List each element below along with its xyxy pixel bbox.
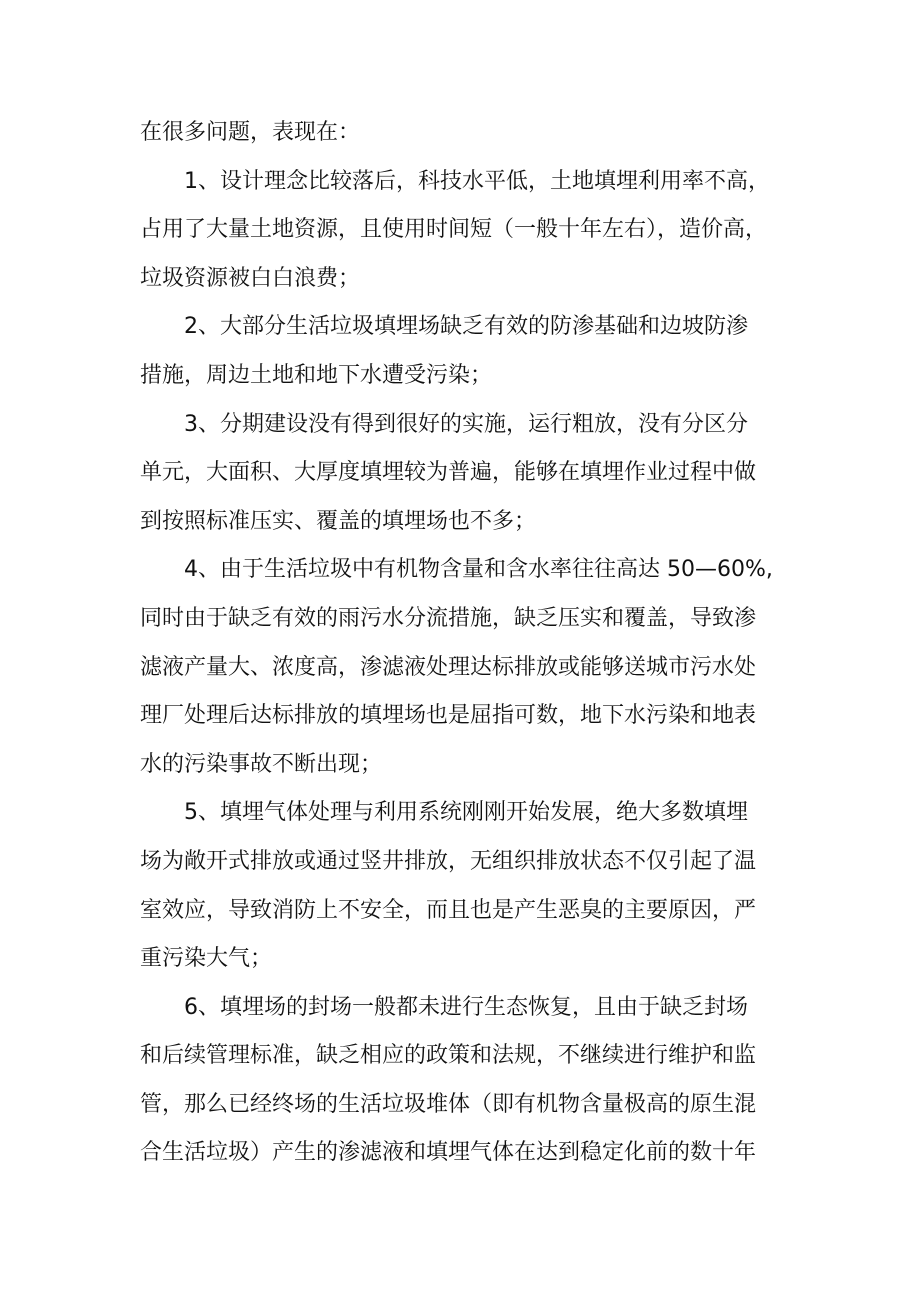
document-body xyxy=(140,109,806,1178)
paragraph-item-2: 2、大部分生活垃圾填埋场缺乏有效的防渗基础和边坡防渗 措施，周边土地和地下水遭受污染； xyxy=(140,314,748,388)
paragraph-item-5: 5、填埋气体处理与利用系统刚刚开始发展，绝大多数填埋 场为敞开式排放或通过竖井排放，无组织排放状态不仅引起了温 室效应，导致消防上不安全，而且也是产生恶臭的主要原因，严 重污染大气； xyxy=(140,800,757,972)
paragraph-item-4: 4、由于生活垃圾中有机物含量和含水率往往高达 50—60%, 同时由于缺乏有效的雨污水分流措施，缺乏压实和覆盖，导致渗 滤液产量大、浓度高，渗滤液处理达标排放或能够送城市污水处 理厂处理后达标排放的填埋场也是屈指可数，地下水污染和地表 水的污染事故不断出现； xyxy=(140,557,773,777)
paragraph-item-6: 6、填埋场的封场一般都未进行生态恢复，且由于缺乏封场 和后续管理标准，缺乏相应的政策和法规，不继续进行维护和监 管，那么已经终场的生活垃圾堆体（即有机物含量极高的原生混 合生活垃圾）产生的渗滤液和填埋气体在达到稳定化前的数十年 xyxy=(140,994,757,1166)
paragraph-item-1: 1、设计理念比较落后，科技水平低，土地填埋利用率不高， 占用了大量土地资源，且使用时间短（一般十年左右），造价高， 垃圾资源被白白浪费； xyxy=(140,168,770,291)
paragraph-intro: 在很多问题，表现在： xyxy=(140,120,361,145)
paragraph-item-3: 3、分期建设没有得到很好的实施，运行粗放，没有分区分 单元，大面积、大厚度填埋较为普遍，能够在填埋作业过程中做 到按照标准压实、覆盖的填埋场也不多； xyxy=(140,411,757,534)
